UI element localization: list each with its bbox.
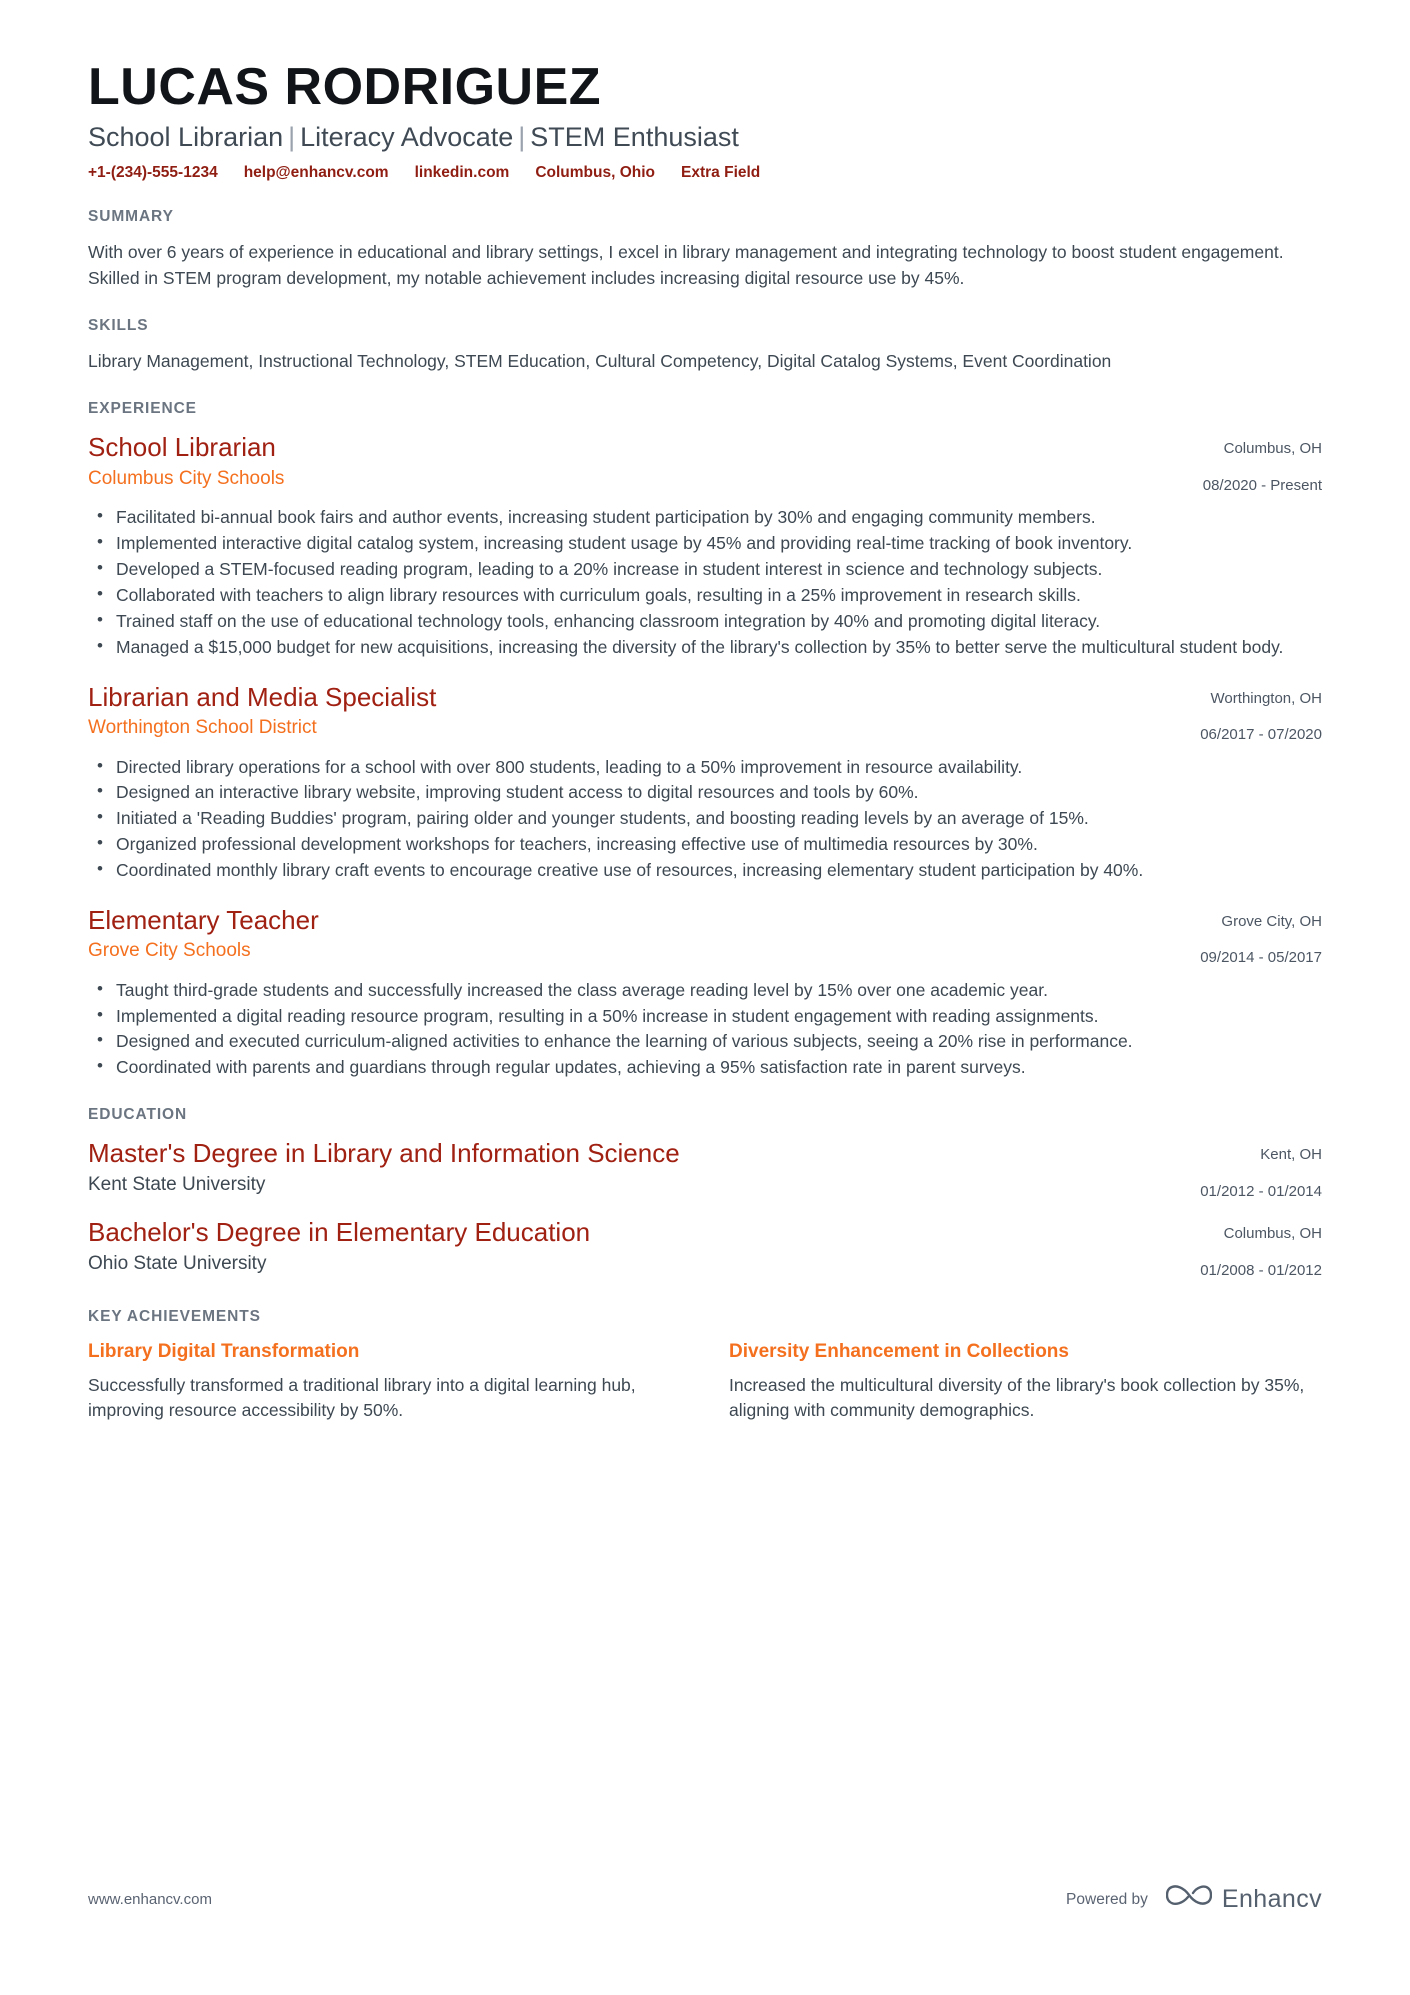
experience-bullet-list	[88, 755, 1322, 883]
experience-bullet: • Initiated a 'Reading Buddies' program, pairing older and younger students, and boosting reading levels by an average of 15%.	[114, 806, 1322, 831]
experience-item-main	[88, 432, 1185, 491]
key-achievement-title: Library Digital Transformation	[88, 1341, 360, 1363]
experience-bullet: • Organized professional development workshops for teachers, increasing effective use of multimedia resources by 30%.	[114, 832, 1322, 857]
education-degree: Bachelor's Degree in Elementary Education	[88, 1217, 591, 1248]
experience-item-main	[88, 682, 1182, 741]
summary-text: With over 6 years of experience in educational and library settings, I excel in library management and integrating technology to boost student engagement. Skilled in STEM program development, my notable achievement includes increasing digital resource use by 45%.	[88, 242, 1284, 288]
experience-item-header	[88, 682, 1322, 747]
experience-bullet: • Coordinated with parents and guardians through regular updates, achieving a 95% satisfaction rate in parent surveys.	[114, 1055, 1322, 1080]
experience-company: Worthington School District	[88, 717, 317, 739]
experience-bullet: • Developed a STEM-focused reading program, leading to a 20% increase in student interest in science and technology subjects.	[114, 557, 1322, 582]
experience-company: Grove City Schools	[88, 940, 251, 962]
experience-item	[88, 682, 1322, 883]
contact-extra-field[interactable]: Extra Field	[681, 164, 761, 182]
education-dates: 01/2008 - 01/2012	[1200, 1261, 1322, 1279]
experience-item-meta	[1182, 682, 1322, 747]
resume-header	[88, 60, 1322, 182]
experience-bullet: • Implemented a digital reading resource program, resulting in a 50% increase in student engagement with reading assignments.	[114, 1004, 1322, 1029]
education-item-meta	[1182, 1138, 1322, 1203]
candidate-name: LUCAS RODRIGUEZ	[88, 58, 602, 116]
key-achievements-grid	[88, 1340, 1322, 1423]
experience-bullet: • Facilitated bi-annual book fairs and author events, increasing student participation by 30% and engaging community members.	[114, 505, 1322, 530]
education-item-main	[88, 1138, 1182, 1197]
key-achievement-title: Diversity Enhancement in Collections	[729, 1341, 1069, 1363]
key-achievement-item	[88, 1340, 681, 1423]
contact-email[interactable]: help@enhancv.com	[243, 164, 389, 182]
enhancv-wordmark: Enhancv	[1221, 1885, 1322, 1913]
skills-section	[88, 317, 1322, 374]
key-achievement-text: Increased the multicultural diversity of the library's book collection by 35%, aligning with community demographics.	[729, 1374, 1305, 1421]
education-section	[88, 1106, 1322, 1282]
footer-website-url[interactable]: www.enhancv.com	[88, 1891, 212, 1908]
education-item-header	[88, 1138, 1322, 1203]
education-item-main	[88, 1217, 1182, 1276]
contact-row	[88, 164, 1322, 182]
headline-part-2: Literacy Advocate	[300, 121, 514, 152]
page-footer	[88, 1882, 1322, 1917]
experience-bullet: • Taught third-grade students and successfully increased the class average reading level by 15% over one academic year.	[114, 978, 1322, 1003]
key-achievements-section	[88, 1308, 1322, 1423]
headline-separator-2: |	[518, 121, 526, 152]
experience-item	[88, 905, 1322, 1080]
experience-dates: 06/2017 - 07/2020	[1200, 726, 1322, 744]
experience-bullet: • Collaborated with teachers to align library resources with curriculum goals, resulting in a 25% improvement in research skills.	[114, 583, 1322, 608]
experience-location: Columbus, OH	[1223, 440, 1322, 458]
key-achievement-text: Successfully transformed a traditional library into a digital learning hub, improving resource accessibility by 50%.	[88, 1374, 636, 1421]
skills-section-title: SKILLS	[88, 317, 149, 335]
experience-item-meta	[1182, 905, 1322, 970]
summary-section-title: SUMMARY	[88, 208, 174, 226]
experience-company: Columbus City Schools	[88, 468, 285, 490]
education-item-meta	[1182, 1217, 1322, 1282]
education-item	[88, 1217, 1322, 1282]
headline-part-1: School Librarian	[88, 121, 284, 152]
candidate-headline	[88, 121, 1322, 155]
experience-bullet: • Directed library operations for a school with over 800 students, leading to a 50% improvement in resource availability.	[114, 755, 1322, 780]
experience-job-title: Librarian and Media Specialist	[88, 681, 437, 712]
skills-text: Library Management, Instructional Technology, STEM Education, Cultural Competency, Digital Catalog Systems, Event Coordination	[88, 351, 1112, 372]
headline-separator-1: |	[288, 121, 296, 152]
infinity-icon	[1166, 1882, 1212, 1917]
education-item	[88, 1138, 1322, 1203]
experience-location: Worthington, OH	[1210, 689, 1322, 707]
education-section-title: EDUCATION	[88, 1106, 188, 1124]
experience-bullet-list	[88, 505, 1322, 659]
experience-bullet: • Designed an interactive library website, improving student access to digital resources and tools by 60%.	[114, 780, 1322, 805]
experience-section	[88, 400, 1322, 1080]
experience-item	[88, 432, 1322, 659]
experience-section-title: EXPERIENCE	[88, 400, 197, 418]
summary-section	[88, 208, 1322, 291]
experience-bullet: • Designed and executed curriculum-aligned activities to enhance the learning of various subjects, seeing a 20% rise in performance.	[114, 1029, 1322, 1054]
experience-bullet-list	[88, 978, 1322, 1080]
experience-bullet: • Managed a $15,000 budget for new acquisitions, increasing the diversity of the library's collection by 35% to better serve the multicultural student body.	[114, 635, 1322, 660]
contact-phone[interactable]: +1-(234)-555-1234	[88, 164, 218, 182]
experience-item-header	[88, 905, 1322, 970]
education-degree: Master's Degree in Library and Information Science	[88, 1138, 680, 1169]
education-location: Kent, OH	[1260, 1146, 1322, 1164]
powered-by-label: Powered by	[1066, 1890, 1148, 1908]
experience-job-title: Elementary Teacher	[88, 904, 319, 935]
experience-bullet: • Implemented interactive digital catalog system, increasing student usage by 45% and providing real-time tracking of book inventory.	[114, 531, 1322, 556]
contact-linkedin[interactable]: linkedin.com	[414, 164, 510, 182]
contact-location[interactable]: Columbus, Ohio	[535, 164, 656, 182]
experience-dates: 09/2014 - 05/2017	[1200, 949, 1322, 967]
education-location: Columbus, OH	[1223, 1225, 1322, 1243]
experience-bullet: • Trained staff on the use of educational technology tools, enhancing classroom integration by 40% and promoting digital literacy.	[114, 609, 1322, 634]
education-item-header	[88, 1217, 1322, 1282]
experience-dates: 08/2020 - Present	[1202, 476, 1322, 494]
experience-item-meta	[1185, 432, 1322, 497]
experience-bullet: • Coordinated monthly library craft events to encourage creative use of resources, increasing elementary student participation by 40%.	[114, 858, 1322, 883]
footer-branding	[1066, 1882, 1322, 1917]
education-school: Ohio State University	[88, 1252, 267, 1274]
education-school: Kent State University	[88, 1173, 266, 1195]
education-dates: 01/2012 - 01/2014	[1200, 1182, 1322, 1200]
enhancv-logo	[1166, 1882, 1322, 1917]
key-achievement-item	[729, 1340, 1322, 1423]
experience-job-title: School Librarian	[88, 432, 276, 463]
key-achievements-section-title: KEY ACHIEVEMENTS	[88, 1308, 261, 1326]
experience-item-main	[88, 905, 1182, 964]
experience-item-header	[88, 432, 1322, 497]
experience-location: Grove City, OH	[1221, 912, 1322, 930]
headline-part-3: STEM Enthusiast	[530, 121, 739, 152]
